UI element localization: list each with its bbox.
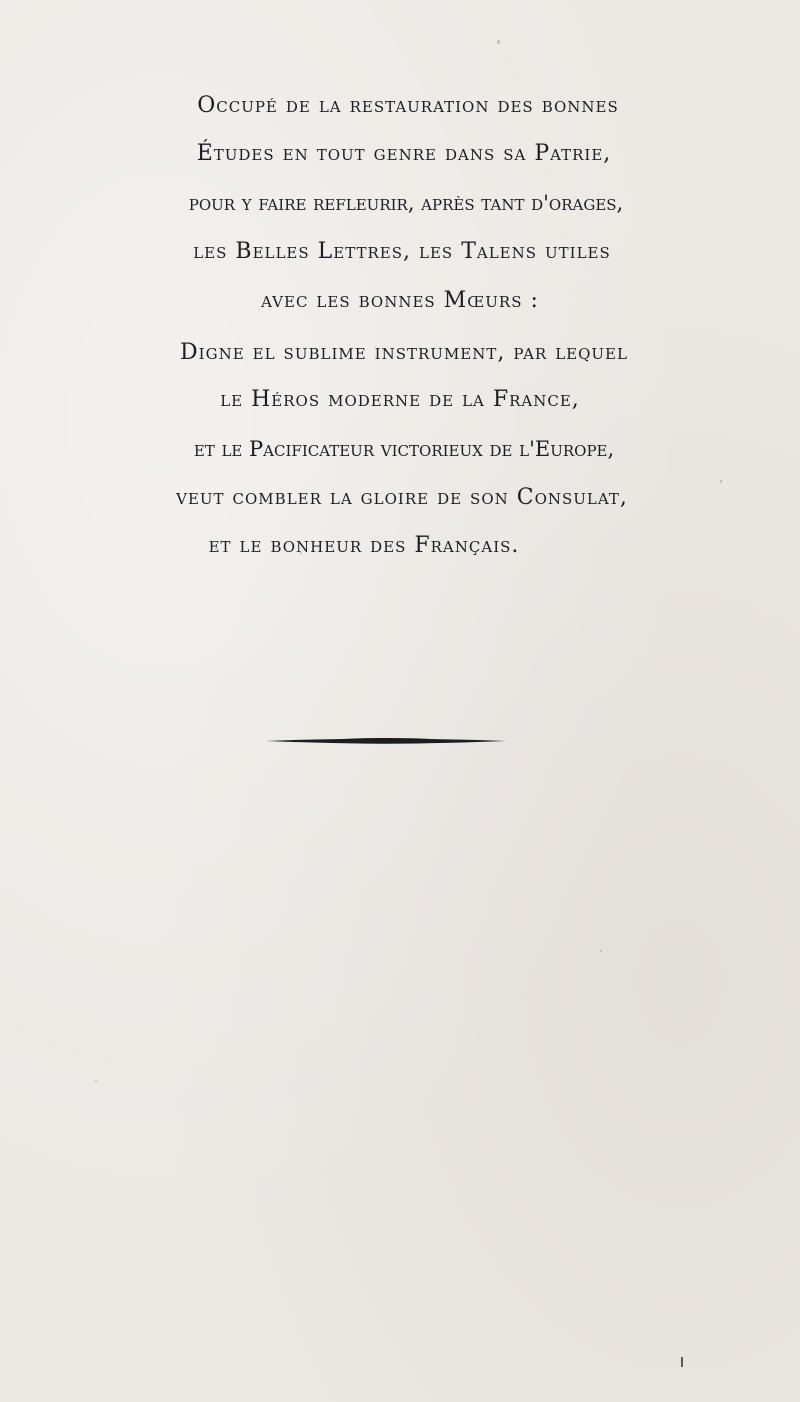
text-line-10: et le bonheur des Français.: [208, 533, 520, 558]
paper-speck: [215, 548, 217, 550]
text-line-6: Digne el sublime instrument, par lequel: [180, 340, 628, 365]
paper-speck: [600, 950, 602, 952]
paper-speck: [95, 1080, 97, 1082]
page-mark-icon: [680, 1356, 684, 1368]
text-line-7: le Héros moderne de la France,: [220, 387, 580, 412]
text-line-3: pour y faire refleurir, après tant d'orages,: [188, 191, 624, 215]
text-line-2: Études en tout genre dans sa Patrie,: [196, 141, 612, 166]
ornament-rule-icon: [264, 736, 508, 746]
text-line-5: avec les bonnes Mœurs :: [261, 288, 539, 313]
text-line-4: les Belles Lettres, les Talens utiles: [193, 239, 611, 264]
text-line-1: Occupé de la restauration des bonnes: [197, 93, 619, 118]
paper-speck: [497, 40, 500, 44]
text-line-9: veut combler la gloire de son Consulat,: [176, 485, 628, 510]
paper-speck: [720, 480, 722, 483]
text-line-8: et le Pacificateur victorieux de l'Europe,: [193, 437, 615, 461]
paper-speck: [300, 552, 302, 554]
